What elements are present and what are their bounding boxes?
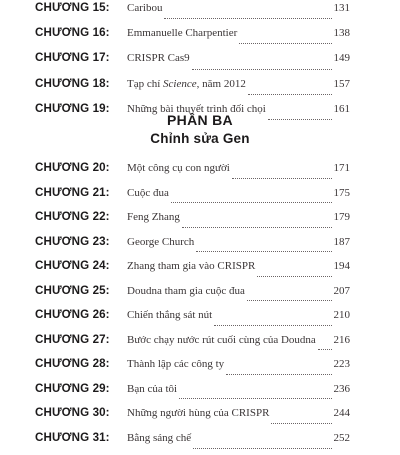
- dot-leader: [248, 93, 332, 95]
- page-number: 175: [333, 186, 350, 199]
- chapter-number: CHƯƠNG 31:: [35, 431, 110, 445]
- journal-name-italic: Science: [163, 77, 197, 90]
- dot-leader: [171, 201, 332, 203]
- chapter-title: George Church: [127, 235, 195, 248]
- chapter-title: Chiến thắng sát nút: [127, 309, 213, 322]
- chapter-list-bottom: [35, 160, 350, 455]
- chapter-number: CHƯƠNG 28:: [35, 357, 110, 371]
- toc-row[interactable]: [35, 25, 350, 50]
- dot-leader: [179, 397, 331, 399]
- dot-leader: [247, 299, 332, 301]
- toc-row[interactable]: [35, 258, 350, 283]
- toc-row[interactable]: [35, 50, 350, 75]
- page-number: 244: [333, 407, 350, 420]
- page-number: 194: [333, 260, 350, 273]
- chapter-title: Bước chạy nước rút cuối cùng của Doudna: [127, 333, 316, 346]
- toc-row[interactable]: [35, 405, 350, 430]
- toc-row[interactable]: [35, 332, 350, 357]
- chapter-number: CHƯƠNG 20:: [35, 161, 110, 174]
- chapter-number: CHƯƠNG 27:: [35, 332, 110, 346]
- chapter-title: Một công cụ con người: [127, 162, 230, 174]
- dot-leader: [239, 42, 331, 44]
- chapter-number: CHƯƠNG 22:: [35, 210, 110, 224]
- page-number: 149: [333, 52, 350, 65]
- dot-leader: [193, 447, 331, 449]
- toc-row[interactable]: [35, 430, 350, 455]
- chapter-title: Emmanuelle Charpentier: [127, 27, 238, 40]
- chapter-number: CHƯƠNG 21:: [35, 185, 110, 199]
- toc-row[interactable]: [35, 234, 350, 259]
- chapter-title: Bằng sáng chế: [127, 432, 192, 445]
- dot-leader: [257, 275, 331, 277]
- chapter-number: CHƯƠNG 25:: [35, 283, 110, 297]
- chapter-title: Doudna tham gia cuộc đua: [127, 284, 245, 297]
- page-number: 161: [333, 102, 350, 115]
- part-title: Chỉnh sửa Gen: [150, 131, 250, 146]
- chapter-number: CHƯƠNG 18:: [35, 76, 110, 90]
- chapter-title: Cuộc đua: [127, 186, 169, 199]
- chapter-number: CHƯƠNG 23:: [35, 234, 110, 248]
- dot-leader: [232, 177, 332, 179]
- page-number: 223: [333, 358, 350, 371]
- chapter-title: Thành lập các công ty: [127, 358, 225, 371]
- chapter-title: Zhang tham gia vào CRISPR: [127, 260, 256, 273]
- chapter-title: CRISPR Cas9: [127, 52, 190, 65]
- chapter-number: CHƯƠNG 16:: [35, 26, 110, 40]
- chapter-number: CHƯƠNG 15:: [35, 1, 110, 14]
- chapter-title: Những bài thuyết trình đối chọi: [127, 102, 266, 115]
- toc-row[interactable]: [35, 76, 350, 101]
- page-number: 138: [333, 27, 350, 40]
- dot-leader: [226, 373, 331, 375]
- part-label: PHẦN BA: [167, 112, 233, 128]
- chapter-number: CHƯƠNG 29:: [35, 381, 110, 395]
- chapter-title: Bạn của tôi: [127, 382, 178, 395]
- toc-row[interactable]: [35, 0, 350, 25]
- dot-leader: [164, 17, 331, 19]
- toc-row[interactable]: [35, 283, 350, 308]
- page-number: 131: [333, 2, 350, 14]
- chapter-number: CHƯƠNG 24:: [35, 259, 110, 273]
- dot-leader: [214, 324, 331, 326]
- page-number: 207: [333, 284, 350, 297]
- chapter-list-top: [35, 0, 350, 126]
- dot-leader: [318, 348, 332, 350]
- page-number: 216: [333, 333, 350, 346]
- toc-row[interactable]: [35, 307, 350, 332]
- page-number: 179: [333, 211, 350, 224]
- chapter-number: CHƯƠNG 19:: [35, 101, 110, 115]
- page-number: 252: [333, 432, 350, 445]
- chapter-title: Feng Zhang: [127, 211, 180, 224]
- page-number: 171: [333, 162, 350, 174]
- toc-row[interactable]: [35, 209, 350, 234]
- toc-row[interactable]: [35, 160, 350, 185]
- page-number: 187: [333, 235, 350, 248]
- toc-row[interactable]: [35, 185, 350, 210]
- toc-row[interactable]: [35, 356, 350, 381]
- chapter-title: Tạp chí Science, năm 2012: [127, 77, 246, 90]
- chapter-title: Những người hùng của CRISPR: [127, 407, 270, 420]
- chapter-title: Caribou: [127, 2, 163, 14]
- page-number: 210: [333, 309, 350, 322]
- dot-leader: [196, 250, 331, 252]
- dot-leader: [182, 226, 332, 228]
- page-number: 157: [333, 77, 350, 90]
- dot-leader: [192, 68, 332, 70]
- chapter-number: CHƯƠNG 30:: [35, 406, 110, 420]
- chapter-number: CHƯƠNG 17:: [35, 51, 110, 65]
- page-number: 236: [333, 382, 350, 395]
- toc-row[interactable]: [35, 381, 350, 406]
- chapter-number: CHƯƠNG 26:: [35, 308, 110, 322]
- dot-leader: [271, 422, 331, 424]
